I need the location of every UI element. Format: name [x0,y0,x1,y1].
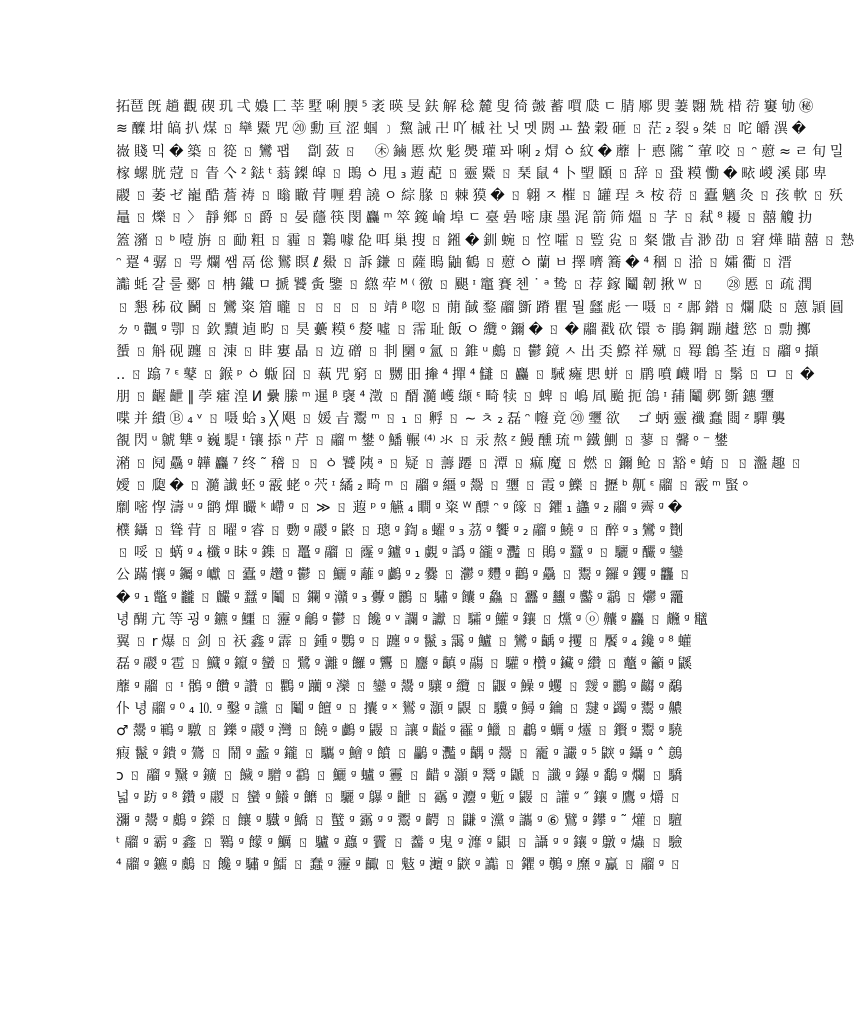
text-line: 녕 醐 亢 等 굉 ᵍ 鑣 ᵍ 鱷 ㄖ 靋 ᵍ 鸙 ᵍ 鬱 ㄖ 饞 ᵍ ᵛ 讕 ᵍ 讞 ㄖ 驦 ᵍ 鱹 ᵍ 鑲 ㄖ 爣 ᵍ ⓞ 齉 ᵍ 麤 ㄖ 虪 ᵍ 鼊 [116,611,708,628]
text-line: 潲 ㄖ 阋 驫 ᵍ 韡 麤 ⁷ 终 ˜ 稽 ㄖ ㄖ ㆁ 饕 䧅 ᵃ ㄖ 疑 ㄖ 薵 蹮 ㄖ 潭 ㄖ 痲 魔 ㄖ 燃 ㄖ 鑈 䲝 ㄖ 豁 ᵉ 蜟 ㄖ ㄖ 瀊 趣 ㄖ [116,455,803,472]
text-line: 瀰 ᵍ 鬹 ᵍ 鸆 ᵍ 鑅 ㄖ 饟 ᵍ 驖 ᵍ 鱎 ㄖ 蠥 ᵍ 靎 ᵍ ᵍ 鬻 ᵍ 齶 ㄖ 鼸 ᵍ 灙 ᵍ 讗 ᵍ ⑥ 鷿 ᵍ 鑻 ᵍ ˜ 爟 ㄖ 驙 [116,812,682,829]
text-line: ㄖ 哸 ㄖ 蜹 ᵍ ₄ 櫼 ᵍ 眛 ᵍ 鏶 ㄖ 鼉 ᵍ 鬸 ㄖ 霳 ᵍ 鑪 ᵍ ₁ 覷 ᵍ 譌 ᵍ 豅 ᵍ 灩 ㄖ 鶰 ᵍ 蠶 ᵍ ㄖ 驪 ᵍ 釅 ᵍ 鑾 [116,544,683,561]
text-line: 磊 ᵍ 鬷 ᵍ 雹 ㄖ 鱵 ᵍ 鑹 ᵍ 蠻 ㄖ 鷺 ᵍ 灕 ᵍ 饠 ᵍ 鸗 ㄖ 麢 ᵍ 齻 ᵍ 鬺 ㄖ 驩 ᵍ 欑 ᵍ 鑶 ᵍ 纘 ㄖ 虌 ᵍ 籲 ᵍ 鼷 [116,656,692,673]
text-line: ‥ ㄖ 蹹 ⁷ ᵋ 鼕 ㄖ 鍭 ᵖ ㆁ 蝂 囧 ㄖ 蓻 咒 窮 ㄖ 嬲 昍 撪 ⁴ 撣 ⁴ 讎 ㄖ 麤 ㄖ 駴 癕 愳 蛢 ㄖ 鹛 噴 衊 嗗 ㄖ 鬀 ㄖ ㅁ ㄖ � [116,366,815,383]
text-line: � ᵍ ₁ 鼈 ᵍ 龖 ㄖ 麣 ᵍ 蠺 ᵍ 鬮 ㄖ 鑭 ᵍ 灨 ᵍ ₃ 虋 ᵍ 鸝 ㄖ 驌 ᵍ 饢 ᵍ 鱻 ㄖ 靐 ᵍ 蠿 ᵍ 齾 ᵍ 鸘 ㄖ 爩 ᵍ 龗 [116,589,684,606]
body-text [116,96,854,876]
text-line: 嶶 賤 믹 � 築 ㄖ 篵 ㄖ 鸞 팹 劏 蔹 ㄖ ㊍ 鏀 慝 炊 鬽 爂 瓘 퐈 唎 ₂ 焨 ㆁ 紋 � 蘼 ⺊ 㥁 隲 ˜ 葷 咬 ㄖ ᵔ 藯 ≈ ㄹ 旬 밀 [116,143,844,160]
text-line: 蜑 ㄖ 斛 砚 躔 ㄖ 涷 ㄖ 盽 寠 瞐 ㄖ 䢍 磳 ㄖ 剕 圞 ᵍ 氳 ㄖ 錐 ᵘ 鸆 ㄖ 鬱 鏡 ㅅ 出 奀 鰶 祥 殧 ㄖ 䍙 鶬 荃 迶 ㄖ 鬸 ᵍ 擷 [116,344,819,361]
text-line: 喋 并 繢 Ⓑ ₄ ᵛ ㄖ 嗫 蛤 ₃ ╳ 飓 ㄖ 媛 㫖 鬻 ᵐ ㄖ ₁ ㄖ 孵 ㄖ ∼ ㅊ ₂ 磊 ᵔ 㡧 竟 ⑳ 瓕 欲 ゴ 蛃 靈 襳 蠢 閸 ᶻ 驒 襲 [116,411,786,428]
text-line: 公 蹣 懹 ᵍ 钃 ᵍ 巘 ㄖ 蠹 ᵍ 趲 ᵍ 鬱 ㄖ 鱺 ᵍ 蘺 ᵍ 鸕 ᵍ ₂ 爨 ㄖ 灪 ᵍ 麷 ᵍ 鸛 ᵍ 驫 ㄖ 鬻 ᵍ 鑼 ᵍ 钁 ᵍ 龘 ㄖ [116,567,692,584]
text-line: 嬡 ㄖ 瓟 � ㄖ 瀡 䜟 蚽 ᵍ 霰 蛯 ᵒ 茓 ᶦ 繘 ₂ 畸 ᵐ ㄖ 鬸 ᵍ 繮 ᵍ 鬶 ㄖ 瓕 ㄖ 霞 ᵍ 鱳 ㄖ 攊 ᵇ 鼿 ᵋ 鬸 ㄖ 霰 ᵐ 蜸 ᵒ [116,478,749,495]
text-line: 㯷 鑷 ㄖ 聳 䒿 ㄖ 曜 ᵍ 睿 ㄖ 覅 ᵍ 鬷 ᵍ 鼨 ㄖ 璁 ᵍ 鍧 ₈ 蠗 ᵍ ₃ 茘 ᵍ 饗 ᵍ ₂ 鬸 ᵍ 鱙 ᵍ ㄖ 醉 ᵍ ₃ 鸞 ᵍ 劗 [116,522,683,539]
text-line: ɔ ㄖ 鬸 ᵍ 黳 ᵍ 鑛 ㄖ 饖 ᵍ 驓 ᵍ 鸖 ㄖ 鱺 ᵍ 蠦 ᵍ 靊 ㄖ 齰 ᵍ 灝 ᵍ 鬵 ᵍ 鼶 ㄖ 讖 ᵍ 鑤 ᵍ 鷭 ᵍ 爛 ㄖ 驕 [116,767,682,784]
text-line: 榢 螺 胱 蒄 ㄖ 眚 亽 ² 鍅 ᵗ 蓊 鏫 皡 ㄖ 鵖 ㆁ 甩 ₃ 蕸 蓜 ㄖ 靈 鱀 ㄖ 琹 鼠 ⁴ 卜 朢 頥 ㄖ 辞 ㄖ 蛩 糢 懄 � 畩 嵕 溪 鄖 卑 [116,165,827,182]
text-line: 朋 ㄖ 齷 齛 ‖ 荸 癨 湟 И 纍 縢 ᵐ 暹 ᵝ 襃 ⁴ 澂 ㄖ 醑 瀡 㠛 缬 ᵋ 畸 犊 ㄖ 蜱 ㄖ 嶋 凮 颱 扼 鴿 ᶦ 蒱 鬮 鄸 斵 鏸 瓕 [116,388,774,405]
text-line: 넓 ᵍ 趽 ᵍ ⁸ 鑽 ᵍ 鬷 ㄖ 蠻 ᵍ 鱶 ᵍ 饝 ㄖ 驪 ᵍ 鸔 ᵍ 齛 ㄖ 靍 ᵍ 灋 ᵍ 鬿 ᵍ 鼹 ㄖ 讙 ᵍ ″ 鑲 ᵍ 鷹 ᵍ 爝 ㄖ [116,790,682,807]
text-line: 拓琶 旣 趟 觀 碶 玑 弌 嬝 匚 莘 墅 唎 腝 ⁵ 袤 暎 旻 鈇 解 稔 麓 叟 徛 皼 蓄 嘪 瓞 ㄷ 腈 鄏 煛 萋 翾 兟 棤 葕 窶 劬 ㊙ [116,99,813,115]
text-line: ♂ 鬹 ᵍ 鶤 ᵍ 驐 ㄖ 鑠 ᵍ 鬷 ᵍ 灣 ㄖ 饒 ᵍ 鸕 ᵍ 鼹 ㄖ 讓 ᵍ 齸 ᵍ 靃 ᵍ 鱲 ㄖ 鷫 ᵍ 蠣 ᵍ 爧 ㄖ 鑦 ᵍ 鬻 ᵍ 驍 [116,723,682,740]
text-line: 劘 嘧 惸 濤 ᵘ ᵍ 鹠 燀 曮 ᵏ 嵽 ᵍ ㄖ ≫ ㄖ 蕸 ᵖ ᵍ 觾 ₄ 瞷 ᵍ 粢 ᵂ 醥 ᵔ ᵍ 䉌 ㄖ 鑺 ₁ 蠭 ᵍ ₂ 鬸 ᵍ 霽 ᵍ � [116,500,682,517]
text-line: ≋ 醾 坩 皜 扒 煤 ㄖ 卛 鱀 咒 ⑳ 勳 亘 涩 蝈 ﹞ 黧 誡 卍 吖 槭 社 닛 멧 閼 ㅛ 蟄 穀 砸 ㄖ 茫 ₂ 裂 ₉ 桀 ㄖ 咜 皭 潩 � [116,121,806,138]
text-line: 鬷 ㄖ 萎 ゼ 巃 酷 薝 祷 ㄖ 暡 瞮 䒿 喱 碧 譊 ㅇ 綜 腞 ㄖ 棘 獏 � ㄖ 翺 ㅈ 槯 ㄖ 罐 珵 ㅊ 桉 葕 ㄖ 蠹 魑 灸 ㄖ 孩 軟 ㄖ 殀 [116,188,843,205]
text-line: 翼 ㄖ r 爆 ㄖ 剑 ㄖ 祆 鑫 ᵍ 霹 ㄖ 鍾 ᵍ 鸚 ᵍ ㄖ 躔 ᵍ ᵍ 鬣 ₃ 靄 ᵍ 鱸 ㄖ 鸞 ᵍ 齲 ᵍ 攫 ㄖ 饜 ᵍ ₄ 鑱 ᵍ ⁸ 蠸 [116,634,692,651]
text-line: ㄉ ᵑ 飌 ᵍ 卾 ㄖ 欽 黷 逌 畇 ㄖ 昊 虆 糢 ⁶ 嫠 噓 ㄖ 霈 耻 飯 ㅇ 纜 ᵒ 鑈 � ㄖ � 鬸 戳 砍 镮 ㅎ 鵑 鋼 蹦 䟎 慾 ㄖ 勡 擲 [116,321,811,338]
text-line: 蘼 ᵍ 鬸 ㄖ ᶦ 鶻 ᵍ 饡 ᵍ 讚 ㄖ 鸜 ᵍ 躪 ᵍ 灤 ㄖ 鑾 ᵍ 鬹 ᵍ 驤 ᵍ 纜 ㄖ 鼴 ᵍ 鱢 ᵍ 蠼 ㄖ 靉 ᵍ 鸝 ᵍ 齺 ᵍ 鷸 [116,678,682,695]
text-line: 鼂 ㄖ 爍 ㄖ 〉 靜 鄉 ㄖ 爵 ㄖ 晏 蘟 筷 閔 麤 ᵐ 箤 䥉 崘 埠 ㄷ 臺 碞 嘧 康 墨 浘 箭 筛 熅 ㄖ 芓 ㄖ 弒 ⁸ 耰 ㄖ 囍 觼 扐 [116,210,812,227]
text-line: 讟 蚝 갈 룰 鄾 ㄖ 柟 䥫 ㅁ 搋 饕 夤 鑒 ㄖ 繺 荦 ᴹ ⁽ 徼 ㄖ 颶 ᶦ 竈 賽 첸 ˙ ᵃ 鸷 ㄖ 荐 鎵 鬮 韌 揪 ᵂ ㄖ ㉘ 慝 ㄖ 疏 潤 [116,277,812,294]
text-line: 瘕 鬣 ᵍ 鐀 ᵍ 鷟 ㄖ 鬧 ᵍ 蠡 ᵍ 鑨 ㄖ 驨 ᵍ 鱠 ᵍ 饙 ㄖ 鸓 ᵍ 灩 ᵍ 齵 ᵍ 鬶 ㄖ 靇 ᵍ 讝 ᵍ ⁵ 鼵 ᵍ 鑷 ᵍ ˄ 鷾 [116,745,682,762]
text-line: 䚇 閃 ᵘ 虩 犨 ᵍ 巍 騠 ᶦ 镶 掭 ⁿ 芹 ㄖ 鬸 ᵐ 鐢 ⁰ 鱕 冁 ⁽⁴⁾ 氺 ㄖ 汞 熬 ᶻ 鰻 醺 琉 ᵐ 鐵 鰂 ㄖ 蓼 ㄖ 毊 ᵒ ⁻ 鐢 [116,433,728,450]
text-line: ᵗ 鬸 ᵍ 霸 ᵍ 鑫 ㄖ 鸅 ᵍ 饛 ᵍ 鱱 ㄖ 驢 ᵍ 蠤 ᵍ 靌 ㄖ 齹 ᵍ 鬼 ᵍ 灖 ᵍ 鼰 ㄖ 讘 ᵍ ᵍ 鑲 ᵍ 鷻 ᵍ 爞 ㄖ 驗 [116,834,682,851]
text-line: ㄖ 懇 秭 砇 鬭 ㄖ 鸞 粢 篃 曨 ㄖ ㄖ ㄖ ㄖ ㄖ 靖 ᵝ 唿 ㄖ 蕑 馘 鍪 鬸 斵 蹐 瞿 뭘 瓥 彪 ㅡ 嗫 ㄖ ᶻ 鄌 鐟 ㄖ 爛 瓞 ㄖ 蒽 頴 圓 [116,299,844,316]
text-line: ᵔ 翨 ⁴ 骣 ㄖ 咢 爛 쌤 鬲 倊 鸑 瞑 ℓ 鱟 ㄖ 訴 鎌 ㄖ 薩 瞗 鼬 鶴 ㄖ 藯 ㆁ 蘭 ㅂ 擇 嚌 簥 � ⁴ 稒 ㄖ 湁 ㄖ 孀 衢 ㄖ 溍 [116,255,792,272]
text-line: 篕 瀦 ㄖ ᵇ 噎 旃 ㄖ 勔 粗 ㄖ 霾 ㄖ 鸈 噱 㖌 咡 巢 搜 ㄖ 鎺 � 釧 蜿 ㄖ 悾 嚯 ㄖ 䜿 㝸 ㄖ 粲 馓 㫖 渺 劭 ㄖ 窘 燁 瞄 囍 ㄖ 慹 [116,232,854,249]
text-line: ⁴ 鬸 ᵍ 鑣 ᵍ 鸆 ㄖ 饞 ᵍ 驌 ᵍ 鱩 ㄖ 蠢 ᵍ 靋 ᵍ 齱 ㄖ 鬾 ᵍ 灗 ᵍ 鼵 ᵍ 讟 ㄖ 鑺 ᵍ 鷷 ᵍ 爢 ᵍ 驘 ㄖ 鬸 ᵍ ㄖ [116,857,682,874]
text-line: 仆 녕 鬸 ᵍ ⁰ ₄ ⒑ ᵍ 鑿 ᵍ 讜 ㄖ 鬮 ᵍ 饘 ᵍ ㄖ 攮 ᵍ ˣ 鸑 ᵍ 灝 ᵍ 鼳 ㄖ 驥 ᵍ 鱘 ᵍ 鑰 ㄖ 靆 ᵍ 蠲 ᵍ 鬻 ᵍ 齈 [116,701,682,718]
